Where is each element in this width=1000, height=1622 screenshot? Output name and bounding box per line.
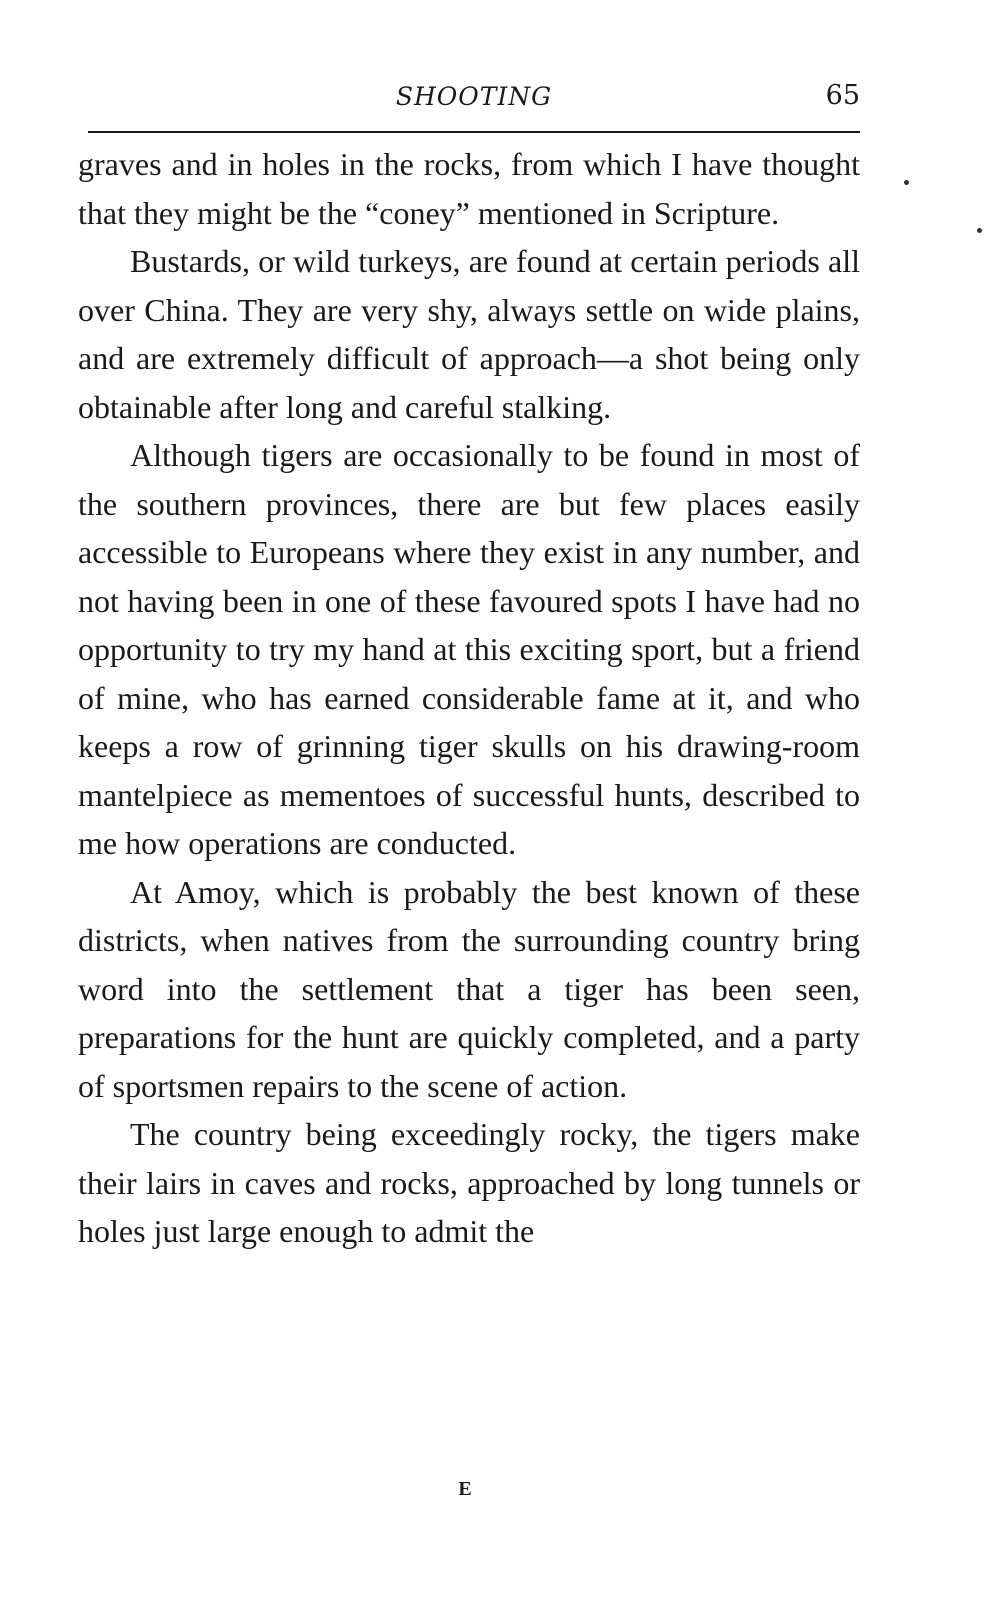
running-title: SHOOTING [395, 82, 553, 111]
ink-speck [977, 228, 982, 233]
page-number: 65 [825, 80, 860, 111]
paragraph-bustards: Bustards, or wild turkeys, are found at certain periods all over China. They are very shy, always settle on wide plains, and are extremely difficult of approach—a shot being only obtainable after long and careful stalking. [78, 243, 860, 425]
paragraph-amoy: At Amoy, which is probably the best known of these districts, when natives from the surrounding country bring word into the settlement that a tiger has been seen, preparations for the hunt are quickly completed, and a party of sportsmen repairs to the scene of action. [78, 873, 860, 1104]
signature-mark: E [458, 1478, 472, 1500]
body-text [78, 140, 860, 1256]
paragraph-country: The country being exceedingly rocky, the tigers make their lairs in caves and rocks, approached by long tunnels or holes just large enough to admit the [78, 1116, 860, 1249]
paragraph-tigers: Although tigers are occasionally to be found in most of the southern provinces, there are but few places easily accessible to Europeans where they exist in any number, and not having been in one of these favoured spots I have had no opportunity to try my hand at this exciting sport, but a friend of mine, who has earned considerable fame at it, and who keeps a row of grinning tiger skulls on his drawing-room mantelpiece as mementoes of successful hunts, described to me how operations are conducted. [78, 437, 860, 861]
ink-speck [904, 180, 909, 185]
running-head [88, 80, 860, 116]
paragraph-continued: graves and in holes in the rocks, from which I have thought that they might be the “coney” mentioned in Scripture. [78, 146, 860, 231]
header-rule [88, 131, 860, 133]
